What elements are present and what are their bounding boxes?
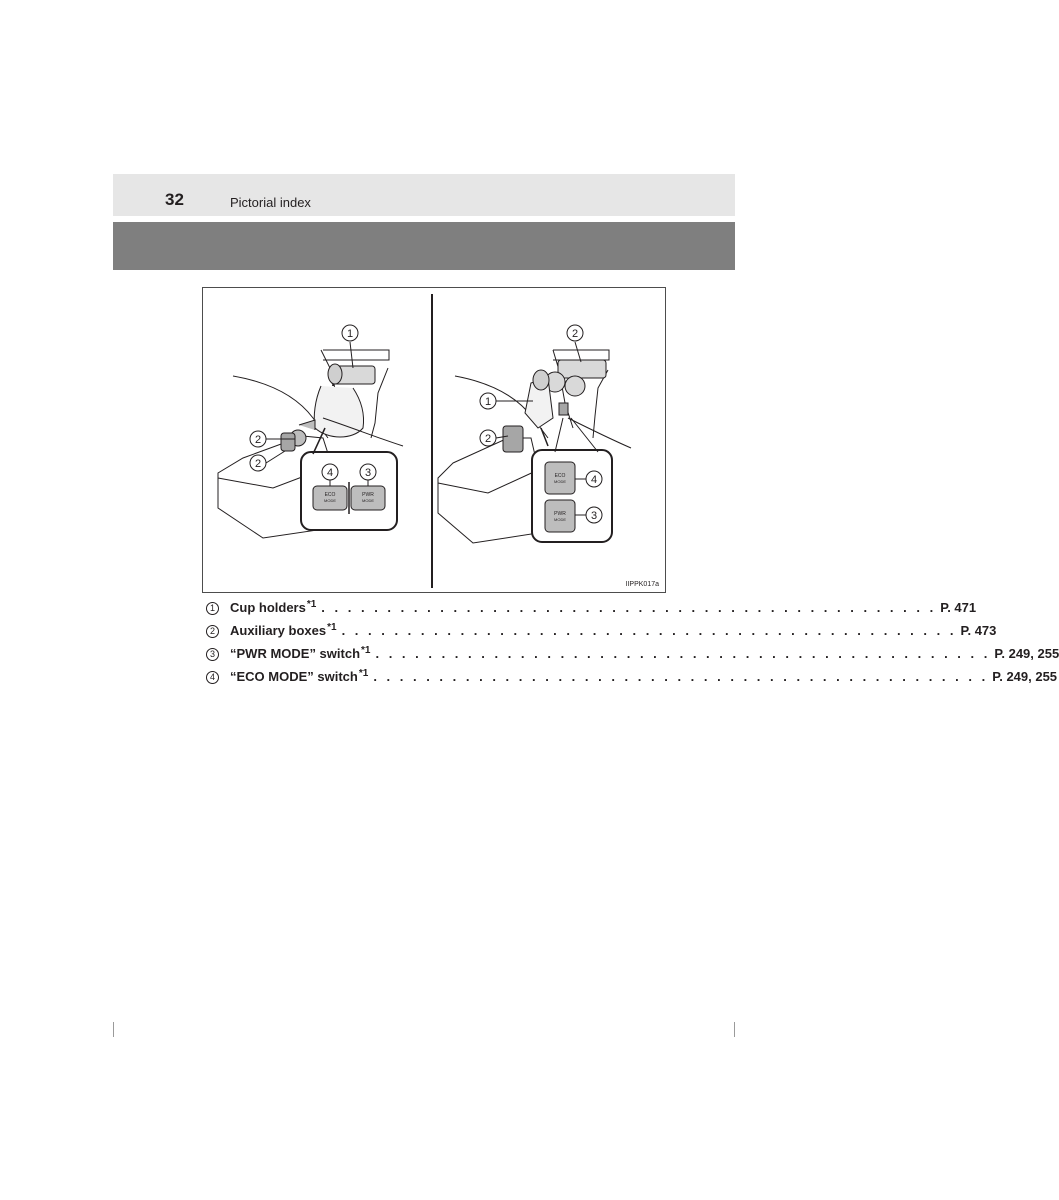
left-console-top [323,350,389,360]
right-shift-knob [533,370,549,390]
legend-list [206,598,1059,690]
page-reference: P. 473 [960,623,997,638]
page-reference: P. 249, 255 [992,669,1058,684]
crop-mark-right [734,1022,735,1037]
console-illustration [202,287,666,593]
legend-label: Auxiliary boxes [230,623,327,638]
legend-label: “ECO MODE” switch [230,669,358,684]
footnote-marker: *1 [306,599,317,610]
legend-number: 2 [206,625,219,638]
left-console [218,342,403,538]
right-eco-label: ECO [554,473,566,479]
header-band [113,222,735,270]
right-console-edge [593,370,608,438]
footnote-marker: *1 [358,668,369,679]
right-aux-box [503,426,523,452]
left-aux-box [281,433,295,451]
left-callout-label: 2 [254,458,262,470]
right-side-curve [568,418,631,448]
right-callout-label: 2 [484,433,492,445]
legend-number: 1 [206,602,219,615]
left-pwr-label: PWR [362,492,374,498]
legend-item [206,621,997,644]
right-pwr-sublabel: MODE [554,517,566,522]
legend-label: “PWR MODE” switch [230,646,361,661]
page-header [113,174,735,216]
left-pwr-sublabel: MODE [362,498,374,503]
footnote-marker: *1 [327,622,337,633]
legend-label: Cup holders [230,600,306,615]
right-cup-holder [565,376,585,396]
section-title: Pictorial index [230,195,311,210]
legend-item [206,598,977,621]
legend-number: 4 [206,671,219,684]
left-callout-label: 2 [254,434,262,446]
footnote-marker: *1 [361,645,371,656]
legend-number: 3 [206,648,219,661]
leader-dots: . . . . . . . . . . . . . . . . . . . . . . . . . . . . . . . . . . . . . . . . . . . . . . . [341,623,957,638]
figure-code: IIPPK017a [625,581,659,588]
right-armrest [438,438,538,543]
left-switch-slot [299,420,315,430]
page-reference: P. 249, 255 [994,646,1059,661]
right-callout-label: 4 [590,474,598,486]
left-eco-label: ECO [324,492,336,498]
crop-mark-left [113,1022,114,1037]
right-tray [558,360,606,378]
page-reference: P. 471 [940,600,977,615]
right-switch-slot [559,403,568,415]
right-callout-label: 1 [484,396,492,408]
left-callout-label: 3 [364,467,372,479]
leader-dots: . . . . . . . . . . . . . . . . . . . . . . . . . . . . . . . . . . . . . . . . . . . . . . . [321,600,937,615]
left-eco-sublabel: MODE [324,498,336,503]
leader-dots: . . . . . . . . . . . . . . . . . . . . . . . . . . . . . . . . . . . . . . . . . . . . . . . [373,669,989,684]
right-console-top [553,350,609,360]
right-callout-label: 2 [571,328,579,340]
right-pwr-label: PWR [554,511,566,517]
legend-item [206,667,1058,690]
left-callout-label: 1 [346,328,354,340]
left-shift-knob [328,364,342,384]
page-number: 32 [165,190,184,209]
right-callout-label: 3 [590,510,598,522]
left-callout-label: 4 [326,467,334,479]
console-drawing [203,288,665,592]
leader-dots: . . . . . . . . . . . . . . . . . . . . . . . . . . . . . . . . . . . . . . . . . . . . . . . [375,646,991,661]
right-eco-sublabel: MODE [554,479,566,484]
legend-item [206,644,1059,667]
